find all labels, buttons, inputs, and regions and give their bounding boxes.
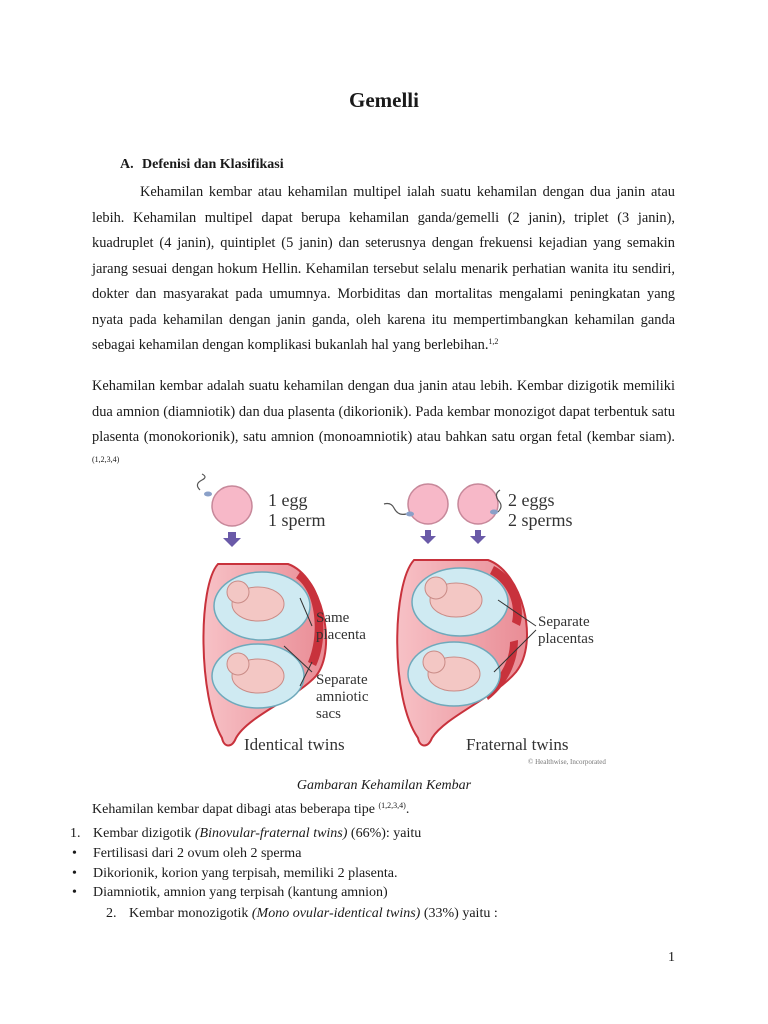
paragraph-twins: [92, 374, 675, 476]
down-arrow-icon: [223, 532, 241, 547]
sperm-head-icon: [406, 512, 414, 517]
egg-icon: [212, 486, 252, 526]
list-item-text: Kembar monozigotik: [129, 906, 252, 921]
paragraph-definition-text: Kehamilan kembar atau kehamilan multipel ialah suatu kehamilan dengan dua janin atau lebih. Kehamilan multipel dapat berupa kehamilan ganda/gemelli (2 janin), triplet (3 janin), kuadruplet (4 janin), quintiplet (5 janin) dan seterusnya dengan frekuensi kejadian yang semakin jarang sesuai dengan hokum Hellin. Kehamilan tersebut selalu menarik perhatian wanita itu sendiri, dokter dan masyarakat pada umumnya. Morbiditas dan mortalitas mengalami peningkatan yang nyata pada kehamilan dengan janin ganda, oleh karena itu mempertimbangkan kehamilan ganda sebagai kehamilan dengan komplikasi bukanlah hal yang berlebihan.: [92, 184, 675, 353]
bullet-icon: •: [72, 885, 77, 900]
bullet-item-2: Dikorionik, korion yang terpisah, memiliki 2 plasenta.: [93, 866, 398, 881]
list-number-2: 2.: [106, 906, 117, 921]
fig-label-same: Same: [316, 610, 350, 626]
section-heading: [120, 157, 284, 173]
paragraph-definition: [92, 180, 675, 359]
sperm-icon: [384, 504, 406, 515]
fetus-head-icon: [227, 653, 249, 675]
fig-label-separate-placentas-2: placentas: [538, 631, 594, 647]
down-arrow-icon: [420, 530, 436, 544]
sperm-icon: [197, 474, 205, 490]
fig-credit: © Healthwise, Incorporated: [528, 758, 606, 766]
paragraph-twins-text: Kehamilan kembar adalah suatu kehamilan dengan dua janin atau lebih. Kembar dizigotik memiliki dua amnion (diamniotik) dan dua plasenta (dikorionik). Pada kembar monozigot dapat terbentuk satu plasenta (monokorionik), satu amnion (monoamniotik) atau bahkan satu organ fetal (kembar siam).: [92, 378, 675, 445]
fig-label-2sperms: 2 sperms: [508, 510, 573, 530]
page-title: Gemelli: [349, 88, 419, 112]
fig-label-identical: Identical twins: [244, 735, 345, 754]
list-item-text: Kembar dizigotik: [93, 826, 195, 841]
list-item-italic: (Binovular-fraternal twins): [194, 826, 348, 841]
twins-illustration: [188, 476, 606, 768]
types-intro: [92, 802, 409, 818]
fig-label-1egg: 1 egg: [268, 490, 308, 510]
types-intro-text: Kehamilan kembar dapat dibagi atas beberapa tipe: [92, 802, 379, 817]
list-item-text: (66%): yaitu: [347, 826, 422, 841]
types-intro-end: .: [405, 802, 410, 817]
fig-label-1sperm: 1 sperm: [268, 510, 326, 530]
fig-label-2eggs: 2 eggs: [508, 490, 555, 510]
section-title: Defenisi dan Klasifikasi: [142, 157, 284, 172]
list-item-italic: (Mono ovular-identical twins): [251, 906, 421, 921]
sperm-head-icon: [204, 492, 212, 497]
reference-superscript: (1,2,3,4): [378, 801, 406, 810]
egg-icon: [458, 484, 498, 524]
fig-label-separate-placentas-1: Separate: [538, 614, 590, 630]
bullet-icon: •: [72, 846, 77, 861]
section-label: A.: [120, 157, 134, 172]
bullet-icon: •: [72, 866, 77, 881]
down-arrow-icon: [470, 530, 486, 544]
fig-label-fraternal: Fraternal twins: [466, 735, 569, 754]
sperm-head-icon: [490, 510, 498, 515]
reference-superscript: (1,2,3,4): [92, 454, 120, 464]
fetus-head-icon: [425, 577, 447, 599]
reference-superscript: 1,2: [488, 337, 499, 346]
bullet-item-3: Diamniotik, amnion yang terpisah (kantung amnion): [93, 885, 388, 900]
bullet-item-1: Fertilisasi dari 2 ovum oleh 2 sperma: [93, 846, 302, 861]
fig-label-amniotic: amniotic: [316, 689, 369, 705]
fig-label-sacs: sacs: [316, 706, 341, 722]
list-item-monozygotic: [129, 906, 498, 922]
list-item-text: (33%) yaitu :: [420, 906, 498, 921]
fetus-head-icon: [227, 581, 249, 603]
fig-label-placenta: placenta: [316, 627, 366, 643]
fetus-head-icon: [423, 651, 445, 673]
fig-label-separate: Separate: [316, 672, 368, 688]
figure-caption: Gambaran Kehamilan Kembar: [296, 778, 472, 793]
egg-icon: [408, 484, 448, 524]
list-number-1: 1.: [70, 826, 81, 841]
page-number: 1: [668, 950, 675, 965]
list-item-dizygotic: [93, 826, 421, 842]
